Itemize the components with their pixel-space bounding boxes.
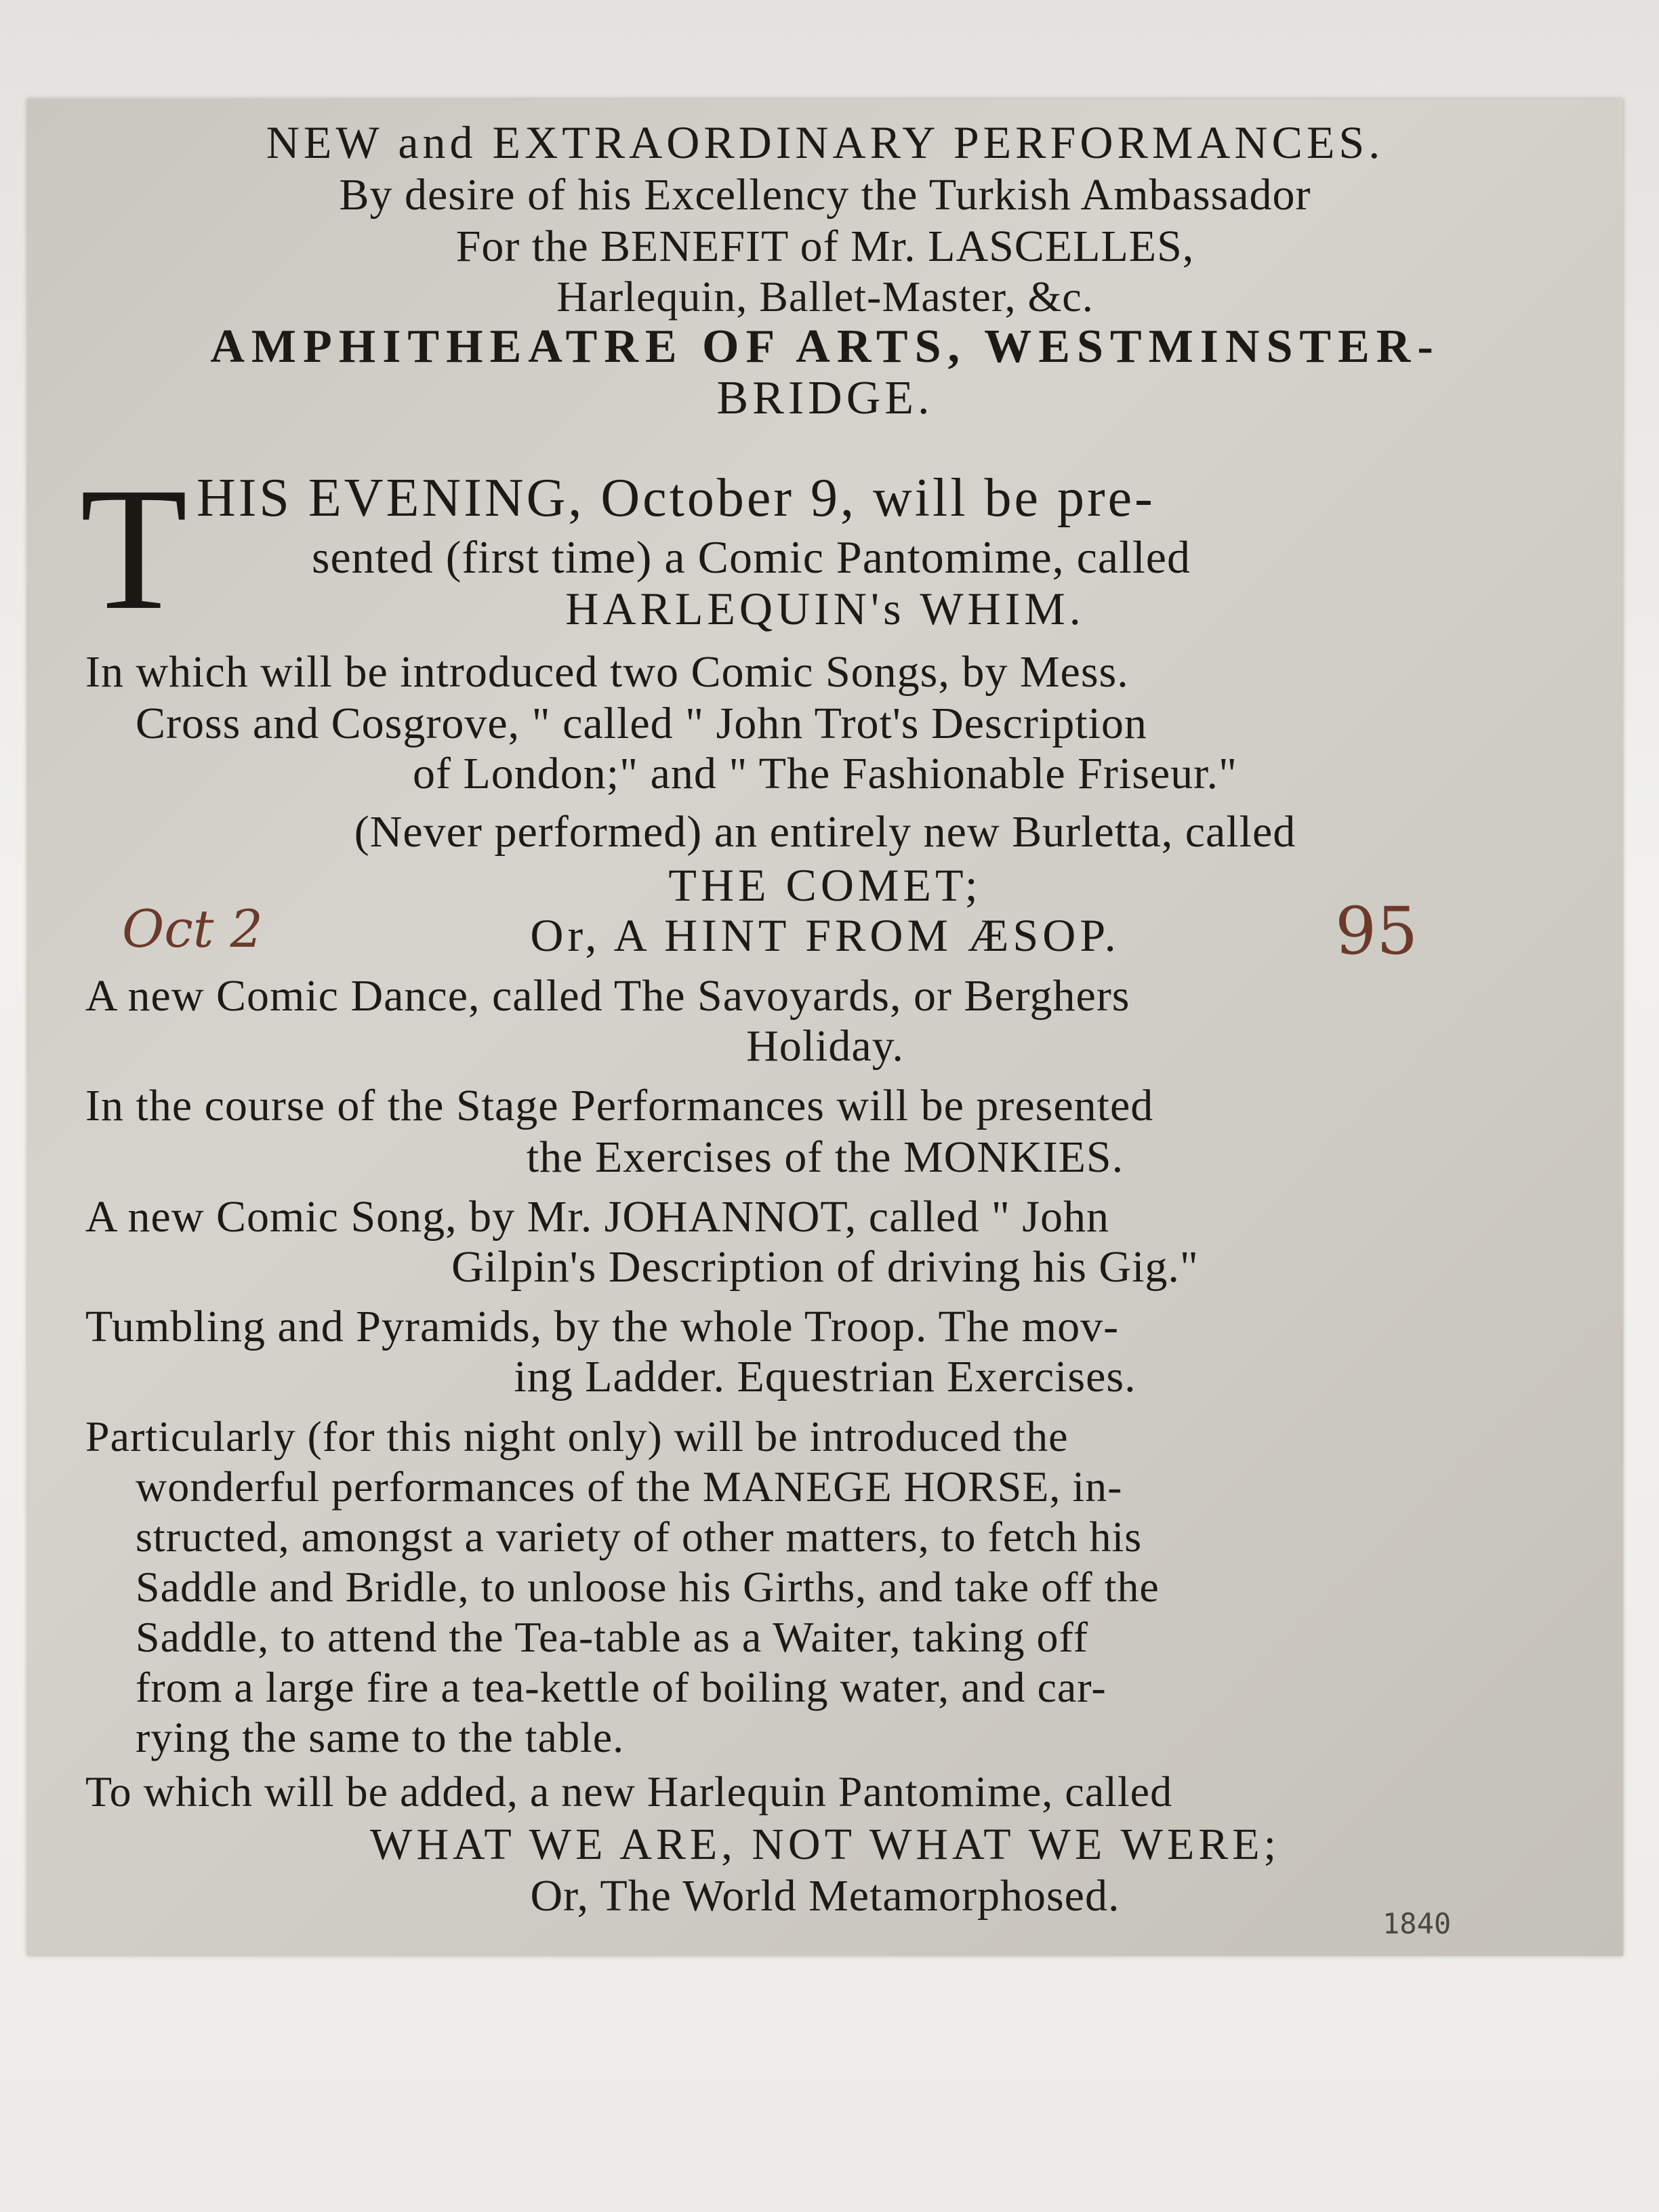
dance-line-2: Holiday. [746,1021,904,1071]
finale-line-1: To which will be added, a new Harlequin Pantomime, called [85,1767,1173,1816]
burletta-title: THE COMET; [668,859,982,911]
finale-title: WHAT WE ARE, NOT WHAT WE WERE; [370,1820,1280,1869]
headline-roles: Harlequin, Ballet-Master, &c. [556,272,1094,321]
pantomime-title: HARLEQUIN's WHIM. [565,583,1085,634]
headline-title: NEW and EXTRAORDINARY PERFORMANCES. [266,117,1385,168]
horse-line-1: Particularly (for this night only) will be introduced the [85,1412,1069,1460]
songs-line-1: In which will be introduced two Comic Songs, by Mess. [85,647,1129,697]
headline-benefit: For the BENEFIT of Mr. LASCELLES, [455,222,1195,271]
stamp-number: 1840 [1382,1907,1452,1940]
songs-line-3: of London;" and " The Fashionable Friseur." [413,749,1237,798]
horse-line-5: Saddle, to attend the Tea-table as a Waiter, taking off [136,1613,1088,1661]
horse-line-4: Saddle and Bridle, to unloose his Girths, and take off the [136,1563,1160,1611]
handwritten-year: 95 [1335,893,1418,969]
horse-line-2: wonderful performances of the MANEGE HORSE, in- [136,1462,1123,1511]
drop-cap: T [80,451,188,647]
monkies-line-1: In the course of the Stage Performances will be presented [85,1081,1154,1130]
headline-venue-cont: BRIDGE. [716,372,934,424]
horse-line-3: structed, amongst a variety of other matters, to fetch his [136,1513,1143,1561]
headline-patron: By desire of his Excellency the Turkish Ambassador [339,170,1311,220]
dance-line-1: A new Comic Dance, called The Savoyards, or Berghers [85,971,1130,1021]
monkies-line-2: the Exercises of the MONKIES. [526,1132,1124,1182]
handwritten-date: Oct 2 [122,899,263,959]
gilpin-line-2: Gilpin's Description of driving his Gig." [451,1242,1199,1292]
newspaper-clipping [27,99,1623,1956]
gilpin-line-1: A new Comic Song, by Mr. JOHANNOT, called " John [85,1192,1109,1242]
tumbling-line-2: ing Ladder. Equestrian Exercises. [514,1352,1136,1401]
intro-line-2: sented (first time) a Comic Pantomime, called [312,531,1191,583]
burletta-line-1: (Never performed) an entirely new Burletta, called [354,807,1296,857]
tumbling-line-1: Tumbling and Pyramids, by the whole Troop. The mov- [85,1302,1120,1351]
horse-line-7: rying the same to the table. [136,1713,625,1761]
horse-line-6: from a large fire a tea-kettle of boiling water, and car- [136,1663,1107,1711]
burletta-subtitle: Or, A HINT FROM ÆSOP. [530,909,1120,961]
finale-subtitle: Or, The World Metamorphosed. [530,1871,1120,1921]
songs-line-2: Cross and Cosgrove, " called " John Trot's Description [136,699,1147,748]
headline-venue: AMPHITHEATRE OF ARTS, WESTMINSTER- [210,321,1440,373]
intro-line-1: HIS EVENING, October 9, will be pre- [197,468,1155,528]
